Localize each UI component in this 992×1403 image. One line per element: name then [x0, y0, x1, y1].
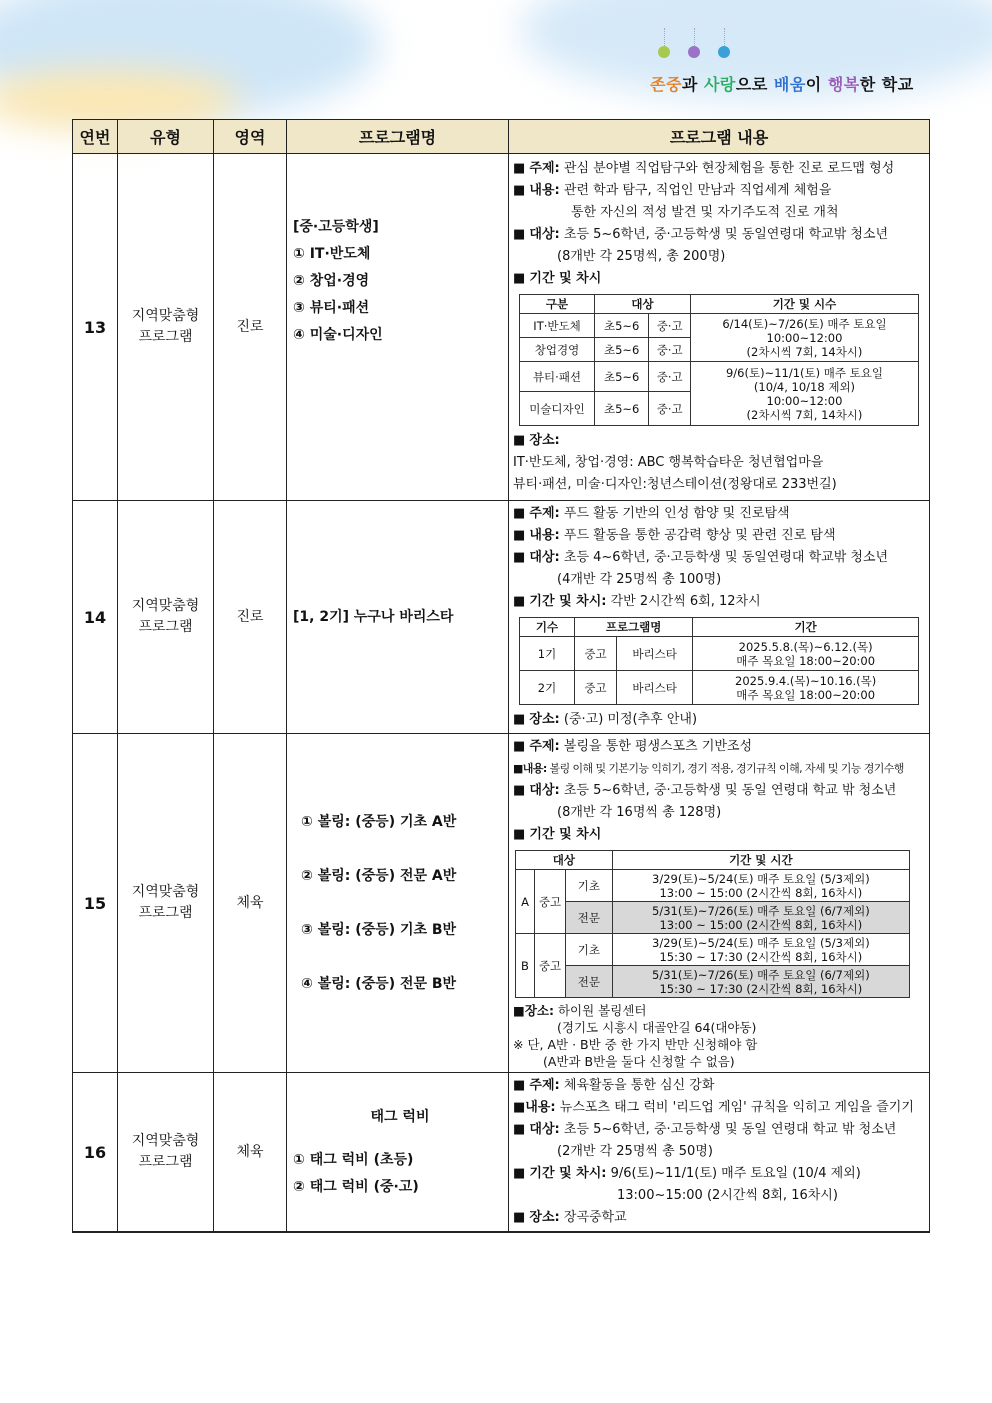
program-table	[72, 119, 930, 1233]
schedule-table: 기수 프로그램명 기간 1기 중고 바리스타 2025.5.8.(목)~6.12.(목) 매주 목요일 18:00~20:00 2기 중고 바리스타 2025.9.4.(목)~10.16.(목) 매주 목요일 18:00~20:00	[519, 617, 919, 705]
table-row	[73, 501, 930, 734]
row-number: 14	[73, 501, 118, 734]
program-name: 태그 럭비 ① 태그 럭비 (초등) ② 태그 럭비 (중·고)	[287, 1073, 509, 1233]
program-type: 지역맞춤형 프로그램	[118, 501, 214, 734]
program-area: 진로	[214, 154, 287, 501]
row-number: 16	[73, 1073, 118, 1233]
schedule-table: 대상 기간 및 시간 A 중고 기초 3/29(토)~5/24(토) 매주 토요일 (5/3제외) 13:00 ~ 15:00 (2시간씩 8회, 16차시) 전문 5/31(토)~7/26(토) 매주 토요일 (6/7제외) 13:00 ~ 15:00 (2시간씩 8회, 16차시) B 중고 기초 3/29(토)~5/24(토) 매주 토요일 (5/3제외) 15:30 ~ 17:30 (2시간씩 8회, 16차시) 전문 5/31(토)~7/26(토) 매주 토요일 (6/7제외) 15:30 ~ 17:30 (2시간씩 8회, 16차시)	[515, 850, 910, 998]
decorative-dots	[650, 28, 740, 68]
header-area: 영역	[214, 120, 287, 154]
header-program-name: 프로그램명	[287, 120, 509, 154]
header-program-content: 프로그램 내용	[509, 120, 930, 154]
program-type: 지역맞춤형 프로그램	[118, 154, 214, 501]
header-row	[73, 120, 930, 154]
program-name: [중·고등학생] ① IT·반도체 ② 창업·경영 ③ 뷰티·패션 ④ 미술·디자인	[287, 154, 509, 501]
table-row	[73, 1073, 930, 1233]
table-row	[73, 734, 930, 1073]
table-row	[73, 154, 930, 501]
header-type: 유형	[118, 120, 214, 154]
school-slogan: 존중과 사랑으로 배움이 행복한 학교	[650, 75, 914, 94]
program-type: 지역맞춤형 프로그램	[118, 1073, 214, 1233]
row-number: 15	[73, 734, 118, 1073]
program-area: 체육	[214, 1073, 287, 1233]
program-content: ■ 주제: 볼링을 통한 평생스포츠 기반조성 ■내용: 볼링 이해 및 기본기능 익히기, 경기 적용, 경기규칙 이해, 자세 및 기능 경기수행 ■ 대상: 초등 5~6학년, 중·고등학생 및 동일 연령대 학교 밖 청소년 (8개반 각 16명씩 총 128명) ■ 기간 및 차시 대상 기간 및 시간 A 중고 기초 3/29(토)~5/24(토) 매주 토요일 (5/3제외) 13:00 ~ 15:00 (2시간씩 8회, 16차시) 전문 5/31(토)~7/26(토) 매주 토요일 (6/7제외) 13:00 ~ 15:00 (2시간씩 8회, 16차시) B 중고 기초 3/29(토)~5/24(토) 매주 토요일 (5/3제외) 15:30 ~ 17:30 (2시간씩 8회, 16차시) 전문 5/31(토)~7/26(토) 매주 토요일 (6/7제외) 15:30 ~ 17:30 (2시간씩 8회, 16차시) ■장소: 하이원 볼링센터 (경기도 시흥시 대골안길 64(대야동) ※ 단, A반 · B반 중 한 가지 반만 신청해야 함 (A반과 B반을 둘다 신청할 수 없음)	[509, 734, 930, 1073]
program-area: 체육	[214, 734, 287, 1073]
program-area: 진로	[214, 501, 287, 734]
program-name: ① 볼링: (중등) 기초 A반 ② 볼링: (중등) 전문 A반 ③ 볼링: (중등) 기초 B반 ④ 볼링: (중등) 전문 B반	[287, 734, 509, 1073]
program-type: 지역맞춤형 프로그램	[118, 734, 214, 1073]
header-number: 연번	[73, 120, 118, 154]
schedule-table: 구분 대상 기간 및 시수 IT·반도체 초5~6 중·고 6/14(토)~7/26(토) 매주 토요일 10:00~12:00 (2차시씩 7회, 14차시) 창업경영 초5~6 중·고 뷰티·패션 초5~6 중·고 9/6(토)~11/1(토) 매주 토요일 (10/4, 10/18 제외) 10:00~12:00 (2차시씩 7회, 14차시) 미술디자인 초5~6 중·고	[519, 294, 919, 426]
row-number: 13	[73, 154, 118, 501]
program-content: ■ 주제: 체육활동을 통한 심신 강화 ■내용: 뉴스포츠 태그 럭비 '리드업 게임' 규칙을 익히고 게임을 즐기기 ■ 대상: 초등 5~6학년, 중·고등학생 및 동일 연령대 학교 밖 청소년 (2개반 각 25명씩 총 50명) ■ 기간 및 차시: 9/6(토)~11/1(토) 매주 토요일 (10/4 제외) 13:00~15:00 (2시간씩 8회, 16차시) ■ 장소: 장곡중학교	[509, 1073, 930, 1233]
program-name: [1, 2기] 누구나 바리스타	[287, 501, 509, 734]
program-content: ■ 주제: 관심 분야별 직업탐구와 현장체험을 통한 진로 로드맵 형성 ■ 내용: 관련 학과 탐구, 직업인 만남과 직업세계 체험을 통한 자신의 적성 발견 및 자기주도적 진로 개척 ■ 대상: 초등 5~6학년, 중·고등학생 및 동일연령대 학교밖 청소년 (8개반 각 25명씩, 총 200명) ■ 기간 및 차시 구분 대상 기간 및 시수 IT·반도체 초5~6 중·고 6/14(토)~7/26(토) 매주 토요일 10:00~12:00 (2차시씩 7회, 14차시) 창업경영 초5~6 중·고 뷰티·패션 초5~6 중·고 9/6(토)~11/1(토) 매주 토요일 (10/4, 10/18 제외) 10:00~12:00 (2차시씩 7회, 14차시) 미술디자인 초5~6 중·고 ■ 장소: IT·반도체, 창업·경영: ABC 행복학습타운 청년협업마을 뷰티·패션, 미술·디자인:청년스테이션(정왕대로 233번길)	[509, 154, 930, 501]
program-content: ■ 주제: 푸드 활동 기반의 인성 함양 및 진로탐색 ■ 내용: 푸드 활동을 통한 공감력 향상 및 관련 진로 탐색 ■ 대상: 초등 4~6학년, 중·고등학생 및 동일연령대 학교밖 청소년 (4개반 각 25명씩 총 100명) ■ 기간 및 차시: 각반 2시간씩 6회, 12차시 기수 프로그램명 기간 1기 중고 바리스타 2025.5.8.(목)~6.12.(목) 매주 목요일 18:00~20:00 2기 중고 바리스타 2025.9.4.(목)~10.16.(목) 매주 목요일 18:00~20:00 ■ 장소: (중·고) 미정(추후 안내)	[509, 501, 930, 734]
